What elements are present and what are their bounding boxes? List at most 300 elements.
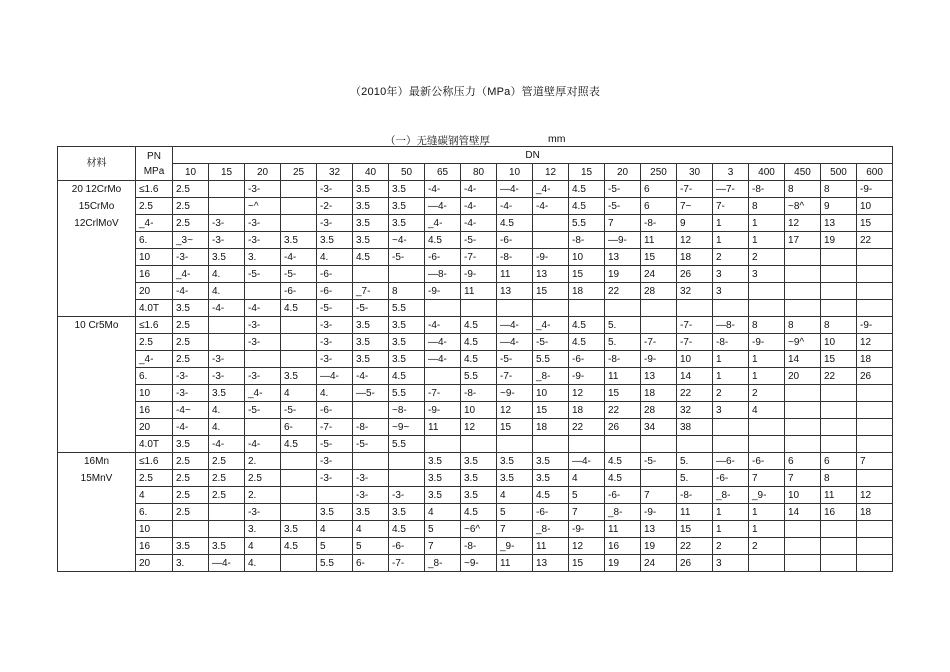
- thickness-cell: —4-: [497, 181, 533, 198]
- thickness-cell: 8: [749, 317, 785, 334]
- thickness-cell: 38: [677, 419, 713, 436]
- thickness-cell: -3-: [245, 504, 281, 521]
- pn-cell: 2.5: [136, 198, 173, 215]
- thickness-cell: 4.: [209, 419, 245, 436]
- material-name: 15MnV: [80, 473, 113, 484]
- pn-cell: 4.0T: [136, 436, 173, 453]
- thickness-cell: [821, 249, 857, 266]
- thickness-cell: -3-: [245, 334, 281, 351]
- thickness-cell: 3.5: [389, 334, 425, 351]
- pn-cell: 4.0T: [136, 300, 173, 317]
- thickness-cell: —4-: [497, 334, 533, 351]
- thickness-cell: 2.5: [173, 504, 209, 521]
- thickness-cell: 7: [497, 521, 533, 538]
- thickness-cell: 22: [605, 402, 641, 419]
- material-name: 20 12CrMo: [71, 184, 122, 195]
- thickness-cell: 5.5: [461, 368, 497, 385]
- thickness-cell: 10: [677, 351, 713, 368]
- table-row: [58, 181, 893, 198]
- thickness-cell: 3.5: [281, 232, 317, 249]
- thickness-cell: 20: [785, 368, 821, 385]
- thickness-cell: 8: [785, 181, 821, 198]
- thickness-cell: [749, 555, 785, 572]
- thickness-cell: 2.: [245, 487, 281, 504]
- thickness-cell: -7-: [389, 555, 425, 572]
- thickness-cell: -5-: [245, 402, 281, 419]
- thickness-cell: _8-: [533, 521, 569, 538]
- thickness-cell: 3.5: [353, 504, 389, 521]
- thickness-cell: 5.5: [389, 385, 425, 402]
- thickness-cell: 18: [641, 385, 677, 402]
- thickness-cell: -6-: [317, 402, 353, 419]
- thickness-cell: —9-: [605, 232, 641, 249]
- thickness-cell: -6-: [533, 504, 569, 521]
- thickness-cell: 6: [785, 453, 821, 470]
- pn-cell: 6.: [136, 504, 173, 521]
- thickness-cell: -7-: [317, 419, 353, 436]
- thickness-cell: 3.5: [209, 249, 245, 266]
- dn-value-cell: 65: [425, 164, 461, 181]
- thickness-cell: 4.5: [569, 317, 605, 334]
- pn-cell: 4: [136, 487, 173, 504]
- thickness-cell: 4.5: [281, 538, 317, 555]
- thickness-cell: _8-: [605, 504, 641, 521]
- thickness-cell: 3.5: [461, 487, 497, 504]
- thickness-cell: [821, 436, 857, 453]
- thickness-cell: [785, 521, 821, 538]
- thickness-cell: —4-: [497, 317, 533, 334]
- pn-cell: 20: [136, 419, 173, 436]
- thickness-cell: 14: [785, 504, 821, 521]
- thickness-cell: 6: [641, 198, 677, 215]
- thickness-cell: [641, 436, 677, 453]
- thickness-cell: 3.5: [461, 470, 497, 487]
- thickness-cell: -3-: [245, 368, 281, 385]
- thickness-cell: [425, 368, 461, 385]
- thickness-cell: -6-: [749, 453, 785, 470]
- thickness-cell: -4~: [173, 402, 209, 419]
- thickness-cell: 4.5: [461, 504, 497, 521]
- thickness-cell: 6: [821, 453, 857, 470]
- thickness-cell: -3-: [317, 470, 353, 487]
- thickness-cell: 2: [713, 249, 749, 266]
- thickness-cell: 2.5: [173, 215, 209, 232]
- thickness-cell: —4-: [425, 351, 461, 368]
- thickness-cell: 3.5: [497, 453, 533, 470]
- dn-value-cell: 400: [749, 164, 785, 181]
- thickness-cell: 24: [641, 555, 677, 572]
- thickness-cell: 4: [281, 385, 317, 402]
- thickness-cell: -6-: [317, 283, 353, 300]
- thickness-cell: 3.5: [389, 198, 425, 215]
- thickness-cell: 2.5: [173, 181, 209, 198]
- table-row: [58, 283, 893, 300]
- table-row: [58, 487, 893, 504]
- thickness-cell: -4-: [425, 181, 461, 198]
- thickness-cell: [533, 300, 569, 317]
- thickness-cell: 1: [749, 351, 785, 368]
- thickness-cell: ~6^: [461, 521, 497, 538]
- thickness-cell: -4-: [461, 215, 497, 232]
- thickness-cell: 1: [749, 504, 785, 521]
- thickness-cell: 5.5: [389, 300, 425, 317]
- table-row: [58, 419, 893, 436]
- thickness-cell: 2.5: [245, 470, 281, 487]
- thickness-cell: 3.5: [389, 215, 425, 232]
- thickness-cell: [281, 351, 317, 368]
- thickness-cell: 3.5: [533, 453, 569, 470]
- thickness-cell: 3.5: [173, 436, 209, 453]
- dn-value-cell: 80: [461, 164, 497, 181]
- pn-cell: 20: [136, 283, 173, 300]
- thickness-cell: _4-: [533, 317, 569, 334]
- thickness-cell: 12: [569, 538, 605, 555]
- thickness-cell: -7-: [497, 368, 533, 385]
- thickness-cell: 2.5: [209, 487, 245, 504]
- thickness-cell: -5-: [533, 334, 569, 351]
- thickness-cell: 9: [821, 198, 857, 215]
- thickness-cell: 3: [713, 283, 749, 300]
- thickness-cell: [857, 521, 893, 538]
- pn-cell: 10: [136, 385, 173, 402]
- thickness-cell: [713, 300, 749, 317]
- thickness-cell: [785, 249, 821, 266]
- thickness-cell: 13: [533, 555, 569, 572]
- thickness-cell: _8-: [713, 487, 749, 504]
- thickness-cell: [857, 419, 893, 436]
- thickness-cell: —5-: [353, 385, 389, 402]
- thickness-cell: 1: [749, 232, 785, 249]
- table-row: [58, 521, 893, 538]
- thickness-cell: [281, 487, 317, 504]
- thickness-cell: 17: [785, 232, 821, 249]
- thickness-cell: [353, 402, 389, 419]
- thickness-cell: 3: [749, 266, 785, 283]
- thickness-cell: -4-: [209, 300, 245, 317]
- thickness-cell: 4: [245, 538, 281, 555]
- thickness-cell: 7: [605, 215, 641, 232]
- thickness-cell: [785, 436, 821, 453]
- thickness-cell: 18: [569, 283, 605, 300]
- thickness-cell: 10: [461, 402, 497, 419]
- thickness-cell: 3.5: [353, 334, 389, 351]
- thickness-cell: 26: [677, 555, 713, 572]
- thickness-cell: 22: [821, 368, 857, 385]
- thickness-cell: [641, 317, 677, 334]
- thickness-cell: ~9-: [497, 385, 533, 402]
- thickness-cell: -5-: [317, 300, 353, 317]
- thickness-cell: 2.5: [173, 317, 209, 334]
- thickness-cell: -7-: [677, 334, 713, 351]
- thickness-cell: -9-: [749, 334, 785, 351]
- dn-value-cell: 20: [605, 164, 641, 181]
- thickness-cell: [425, 300, 461, 317]
- thickness-cell: 2: [749, 385, 785, 402]
- thickness-cell: -3-: [353, 487, 389, 504]
- thickness-cell: _4-: [425, 215, 461, 232]
- thickness-cell: 22: [677, 538, 713, 555]
- pn-header-label: PN: [147, 150, 161, 162]
- thickness-cell: [209, 334, 245, 351]
- thickness-cell: [497, 436, 533, 453]
- thickness-cell: [461, 300, 497, 317]
- thickness-cell: 22: [569, 419, 605, 436]
- thickness-cell: 6-: [281, 419, 317, 436]
- thickness-cell: -3-: [317, 215, 353, 232]
- thickness-cell: —7-: [713, 181, 749, 198]
- thickness-cell: [821, 300, 857, 317]
- table-row: [58, 215, 893, 232]
- thickness-cell: 5.: [677, 470, 713, 487]
- thickness-cell: [785, 555, 821, 572]
- thickness-cell: -9-: [641, 504, 677, 521]
- thickness-cell: 15: [569, 266, 605, 283]
- thickness-cell: 3.5: [173, 538, 209, 555]
- thickness-cell: _7-: [353, 283, 389, 300]
- thickness-cell: -5-: [281, 402, 317, 419]
- thickness-cell: 13: [821, 215, 857, 232]
- thickness-cell: [245, 283, 281, 300]
- thickness-cell: -8-: [713, 334, 749, 351]
- thickness-cell: [641, 300, 677, 317]
- thickness-cell: 8: [389, 283, 425, 300]
- thickness-cell: -4-: [533, 198, 569, 215]
- thickness-cell: -8-: [461, 385, 497, 402]
- pn-cell: 20: [136, 555, 173, 572]
- thickness-cell: 34: [641, 419, 677, 436]
- thickness-cell: 3.5: [317, 504, 353, 521]
- thickness-cell: _9-: [749, 487, 785, 504]
- thickness-cell: 11: [425, 419, 461, 436]
- thickness-cell: 11: [821, 487, 857, 504]
- pn-cell: 16: [136, 266, 173, 283]
- dn-value-cell: 10: [497, 164, 533, 181]
- thickness-cell: 11: [497, 266, 533, 283]
- thickness-cell: 3.5: [461, 453, 497, 470]
- thickness-cell: 18: [857, 351, 893, 368]
- dn-header: DN: [173, 147, 893, 164]
- thickness-cell: 26: [605, 419, 641, 436]
- thickness-cell: -3-: [209, 215, 245, 232]
- pn-cell: ≤1.6: [136, 453, 173, 470]
- thickness-cell: 11: [461, 283, 497, 300]
- thickness-cell: 4.5: [353, 249, 389, 266]
- thickness-cell: [857, 436, 893, 453]
- header-row-top: [58, 147, 893, 164]
- thickness-cell: 3.5: [209, 538, 245, 555]
- thickness-cell: 4.5: [461, 334, 497, 351]
- thickness-cell: 7~: [677, 198, 713, 215]
- thickness-cell: 1: [749, 521, 785, 538]
- dn-value-cell: 450: [785, 164, 821, 181]
- thickness-cell: [749, 436, 785, 453]
- thickness-cell: [245, 351, 281, 368]
- thickness-cell: 11: [641, 232, 677, 249]
- thickness-cell: [785, 300, 821, 317]
- thickness-cell: 3.5: [425, 470, 461, 487]
- thickness-cell: -6-: [605, 487, 641, 504]
- thickness-cell: 28: [641, 402, 677, 419]
- table-row: [58, 538, 893, 555]
- thickness-cell: [749, 283, 785, 300]
- thickness-cell: [857, 300, 893, 317]
- thickness-cell: -4-: [461, 181, 497, 198]
- thickness-cell: -6-: [425, 249, 461, 266]
- thickness-cell: 5: [569, 487, 605, 504]
- thickness-cell: -8-: [749, 181, 785, 198]
- thickness-cell: [569, 300, 605, 317]
- thickness-cell: 2.5: [173, 334, 209, 351]
- thickness-cell: -8-: [497, 249, 533, 266]
- thickness-cell: 19: [605, 266, 641, 283]
- thickness-cell: -5-: [353, 300, 389, 317]
- thickness-cell: 2.5: [209, 470, 245, 487]
- table-row: [58, 249, 893, 266]
- thickness-cell: [533, 436, 569, 453]
- thickness-cell: [281, 504, 317, 521]
- thickness-cell: [857, 402, 893, 419]
- thickness-cell: ~8-: [389, 402, 425, 419]
- material-cell: [58, 317, 136, 453]
- thickness-cell: 4.: [209, 266, 245, 283]
- material-name: 10 Cr5Mo: [74, 320, 119, 331]
- thickness-cell: [677, 436, 713, 453]
- thickness-cell: 15: [821, 351, 857, 368]
- thickness-cell: [389, 266, 425, 283]
- thickness-cell: -4-: [281, 249, 317, 266]
- table-row: [58, 504, 893, 521]
- thickness-cell: 4.5: [605, 470, 641, 487]
- thickness-cell: -5-: [245, 266, 281, 283]
- thickness-cell: 5.5: [389, 436, 425, 453]
- thickness-cell: 4: [425, 504, 461, 521]
- thickness-cell: [785, 266, 821, 283]
- thickness-cell: -5-: [641, 453, 677, 470]
- thickness-cell: [821, 521, 857, 538]
- table-row: [58, 198, 893, 215]
- thickness-cell: 4.: [245, 555, 281, 572]
- thickness-cell: -3-: [173, 385, 209, 402]
- thickness-cell: —4-: [425, 198, 461, 215]
- thickness-cell: [785, 419, 821, 436]
- thickness-cell: 12: [461, 419, 497, 436]
- thickness-cell: 11: [605, 521, 641, 538]
- thickness-cell: 14: [677, 368, 713, 385]
- thickness-cell: 8: [821, 317, 857, 334]
- thickness-cell: —4-: [209, 555, 245, 572]
- thickness-cell: [569, 436, 605, 453]
- thickness-cell: [281, 317, 317, 334]
- material-name: 12CrlMoV: [74, 218, 119, 229]
- thickness-cell: -8-: [677, 487, 713, 504]
- thickness-cell: 18: [677, 249, 713, 266]
- thickness-cell: [209, 181, 245, 198]
- thickness-cell: -6-: [713, 470, 749, 487]
- thickness-cell: [749, 419, 785, 436]
- thickness-cell: 32: [677, 402, 713, 419]
- pn-header: [136, 147, 173, 181]
- thickness-cell: 4: [497, 487, 533, 504]
- thickness-cell: 7: [857, 453, 893, 470]
- thickness-cell: 10: [785, 487, 821, 504]
- thickness-cell: [857, 385, 893, 402]
- thickness-cell: 15: [677, 521, 713, 538]
- thickness-cell: -3-: [209, 232, 245, 249]
- thickness-cell: -3-: [317, 453, 353, 470]
- thickness-cell: -3-: [353, 470, 389, 487]
- thickness-cell: 3.5: [497, 470, 533, 487]
- thickness-cell: [605, 300, 641, 317]
- dn-value-cell: 12: [533, 164, 569, 181]
- thickness-cell: 1: [713, 215, 749, 232]
- thickness-cell: [461, 436, 497, 453]
- dn-value-cell: 40: [353, 164, 389, 181]
- thickness-cell: 12: [497, 402, 533, 419]
- thickness-cell: 7: [641, 487, 677, 504]
- thickness-cell: 1: [713, 521, 749, 538]
- thickness-cell: 4.5: [497, 215, 533, 232]
- thickness-cell: [173, 521, 209, 538]
- thickness-cell: 3: [713, 402, 749, 419]
- thickness-cell: 3.: [173, 555, 209, 572]
- table-row: [58, 453, 893, 470]
- dn-value-cell: 3: [713, 164, 749, 181]
- thickness-cell: 2.5: [173, 470, 209, 487]
- thickness-cell: 3.5: [209, 385, 245, 402]
- table-row: [58, 232, 893, 249]
- thickness-cell: 10: [533, 385, 569, 402]
- thickness-cell: -4-: [461, 198, 497, 215]
- pn-cell: _4-: [136, 215, 173, 232]
- thickness-cell: —6-: [713, 453, 749, 470]
- thickness-cell: 4.5: [569, 334, 605, 351]
- thickness-cell: 13: [641, 368, 677, 385]
- thickness-cell: 12: [785, 215, 821, 232]
- thickness-cell: 13: [533, 266, 569, 283]
- thickness-cell: 2.5: [173, 198, 209, 215]
- thickness-cell: _4-: [245, 385, 281, 402]
- dn-value-cell: 30: [677, 164, 713, 181]
- dn-value-cell: 32: [317, 164, 353, 181]
- thickness-cell: -4-: [425, 317, 461, 334]
- dn-value-cell: 10: [173, 164, 209, 181]
- thickness-cell: 15: [857, 215, 893, 232]
- thickness-cell: 4.5: [569, 198, 605, 215]
- thickness-cell: -8-: [353, 419, 389, 436]
- thickness-cell: [821, 555, 857, 572]
- thickness-cell: 11: [605, 368, 641, 385]
- table-row: [58, 555, 893, 572]
- thickness-cell: 16: [605, 538, 641, 555]
- thickness-cell: 5.5: [533, 351, 569, 368]
- thickness-cell: [857, 249, 893, 266]
- thickness-cell: -5-: [605, 198, 641, 215]
- thickness-cell: 2.5: [173, 487, 209, 504]
- thickness-cell: 4.5: [461, 317, 497, 334]
- dn-values-row: [58, 164, 893, 181]
- thickness-cell: 4.: [209, 283, 245, 300]
- thickness-cell: -9-: [569, 521, 605, 538]
- pn-cell: 10: [136, 249, 173, 266]
- thickness-cell: 3: [713, 266, 749, 283]
- thickness-cell: -9-: [641, 351, 677, 368]
- pn-cell: 16: [136, 538, 173, 555]
- thickness-cell: 18: [533, 419, 569, 436]
- thickness-cell: [281, 555, 317, 572]
- thickness-cell: 2.: [245, 453, 281, 470]
- thickness-cell: 5: [353, 538, 389, 555]
- thickness-cell: 22: [857, 232, 893, 249]
